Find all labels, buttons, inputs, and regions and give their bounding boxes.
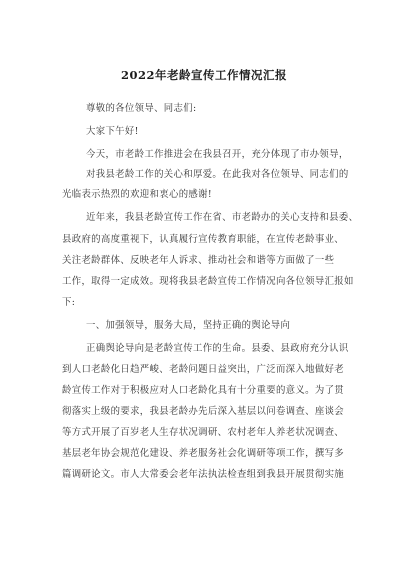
paragraph-line: 对我县老龄工作的关心和厚爱。在此我对各位领导、同志们的 bbox=[86, 169, 349, 180]
section-heading: 一、加强领导，服务大局，坚持正确的舆论导向 bbox=[86, 320, 291, 331]
paragraph-line: 正确舆论导向是老龄宣传工作的生命。县委、县政府充分认识 bbox=[86, 343, 349, 354]
document-title: 2022年老龄宣传工作情况汇报 bbox=[120, 68, 287, 82]
paragraph-line: 彻落实上级的要求，我县老龄办先后深入基层以问卷调查、座谈会 bbox=[62, 406, 345, 417]
paragraph-line: 龄宣传工作对于积极应对人口老龄化具有十分重要的意义。为了贯 bbox=[62, 385, 345, 396]
paragraph-line: 大家下午好! bbox=[86, 126, 139, 137]
paragraph-line: 工作，取得一定成效。现将我县老龄宣传工作情况向各位领导汇报如 bbox=[62, 276, 354, 287]
paragraph-line: 篇调研论文。市人大常委会老年法执法检查组到我县开展贯彻实施 bbox=[62, 469, 345, 480]
paragraph-line: 县政府的高度重视下，认真履行宣传教育职能，在宣传老龄事业、 bbox=[62, 234, 345, 245]
paragraph-line: 关注老龄群体、反映老年人诉求、推动社会和谐等方面做了一些 bbox=[62, 255, 335, 266]
paragraph-line: 今天，市老龄工作推进会在我县召开，充分体现了市办领导， bbox=[86, 149, 349, 160]
paragraph-line: 下: bbox=[62, 297, 76, 308]
paragraph-line: 到人口老龄化日趋严峻、老龄问题日益突出，广泛而深入地做好老 bbox=[62, 364, 345, 375]
paragraph-line: 等方式开展了百岁老人生存状况调研、农村老年人养老状况调查、 bbox=[62, 427, 345, 438]
paragraph-line: 尊敬的各位领导、同志们: bbox=[86, 103, 197, 114]
paragraph-line: 近年来，我县老龄宣传工作在省、市老龄办的关心支持和县委、 bbox=[86, 212, 359, 223]
paragraph-line: 光临表示热烈的欢迎和衷心的感谢! bbox=[62, 189, 212, 200]
paragraph-line: 基层老年协会规范化建设、养老服务社会化调研等项工作，撰写多 bbox=[62, 448, 345, 459]
